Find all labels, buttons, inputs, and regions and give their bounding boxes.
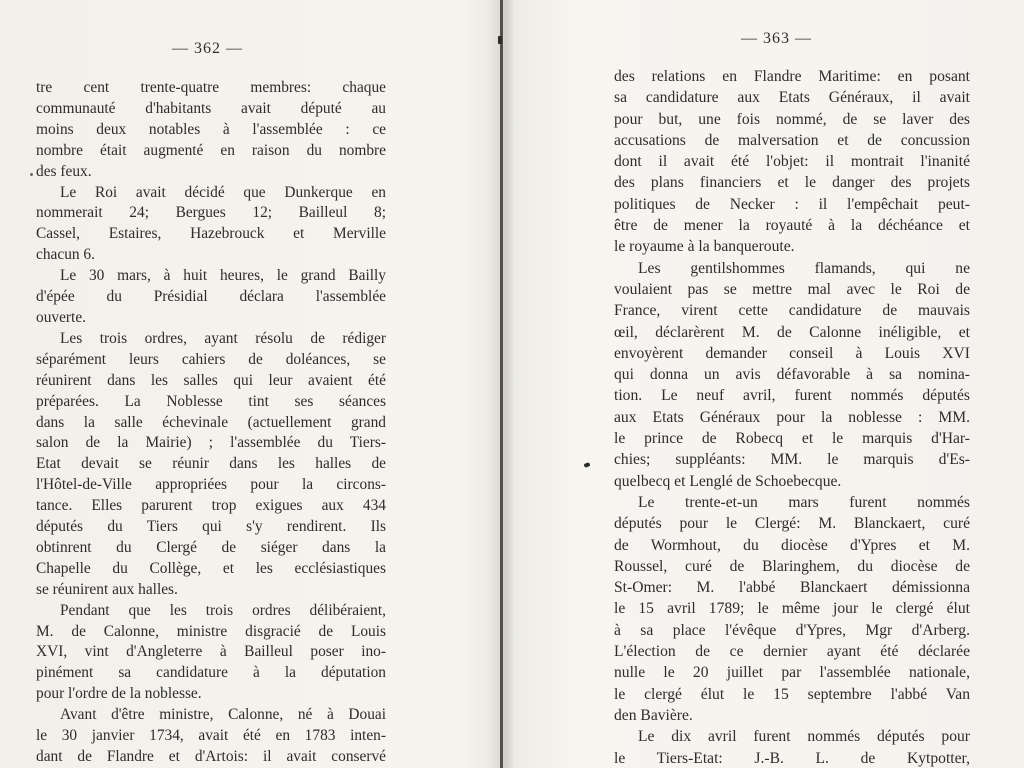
text-line: tre cent trente-quatre membres: chaque [36, 79, 386, 96]
text-line: Avant d'être ministre, Calonne, né à Douai [60, 706, 386, 724]
right-page-text [614, 66, 970, 768]
left-page [0, 0, 500, 768]
text-line: des plans financiers et le danger des projets [614, 174, 970, 192]
page-number-363: — 363 — [741, 30, 812, 47]
text-line: L'élection de ce dernier ayant été déclarée [614, 643, 970, 661]
text-line: nommerait 24; Bergues 12; Bailleul 8; [36, 204, 386, 222]
text-line: le royaume à la banqueroute. [614, 238, 795, 256]
text-line: aux Etats Généraux pour la noblesse : MM. [614, 408, 970, 426]
text-line: être de mener la royauté à la déchéance et [614, 217, 970, 235]
text-line: XVI, vint d'Angleterre à Bailleul poser ino- [36, 643, 386, 661]
text-line: des relations en Flandre Maritime: en posant [614, 68, 970, 85]
text-line: députés du Tiers qui s'y rendirent. Ils [36, 518, 386, 536]
left-page-text [36, 78, 386, 768]
text-line: communauté d'habitants avait député au [36, 99, 386, 117]
text-line: St-Omer: M. l'abbé Blanckaert démissionna [614, 579, 970, 597]
text-line: pinément sa candidature à la députation [36, 664, 386, 682]
text-line: Le 30 mars, à huit heures, le grand Bailly [60, 267, 386, 285]
text-line: Cassel, Estaires, Hazebrouck et Merville [36, 225, 386, 243]
text-line: le clergé élut le 15 septembre l'abbé Van [614, 685, 970, 703]
text-line: sa candidature aux Etats Généraux, il avait [614, 89, 970, 107]
text-line: nulle le 20 juillet par l'assemblée nationale, [614, 664, 970, 682]
text-line: de Wormhout, du diocèse d'Ypres et M. [614, 536, 970, 554]
text-line: pour l'ordre de la noblesse. [36, 685, 202, 703]
text-line: Chapelle du Collège, et les ecclésiastiques [36, 559, 386, 577]
text-line: nombre était augmenté en raison du nombre [36, 141, 386, 159]
text-line: chacun 6. [36, 246, 95, 264]
text-line: réunirent dans les salles qui leur avaient été [36, 371, 386, 389]
text-line: pour but, une fois nommé, de se laver des [614, 110, 970, 128]
text-line: obtinrent du Clergé de siéger dans la [36, 538, 386, 556]
text-line: Les trois ordres, ayant résolu de rédiger [60, 329, 386, 347]
text-line: ouverte. [36, 308, 86, 326]
text-line: le prince de Robecq et le marquis d'Har- [614, 430, 970, 448]
text-line: chies; suppléants: MM. le marquis d'Es- [614, 451, 970, 469]
text-line: le Tiers-Etat: J.-B. L. de Kytpotter, [614, 749, 970, 767]
text-line: des feux. [36, 162, 92, 180]
page-number-362: — 362 — [172, 40, 243, 57]
text-line: se réunirent aux halles. [36, 580, 178, 598]
text-line: Etat devait se réunir dans les halles de [36, 455, 386, 473]
text-line: dant de Flandre et d'Artois: il avait conservé [36, 748, 386, 765]
text-line: Les gentilshommes flamands, qui ne [638, 259, 970, 277]
text-line: l'Hôtel-de-Ville appropriées pour la circons- [36, 476, 386, 494]
text-line: Le dix avril furent nommés députés pour [638, 728, 970, 746]
text-line: envoyèrent demander conseil à Louis XVI [614, 344, 970, 362]
text-line: accusations de malversation et de concussion [614, 131, 970, 149]
text-line: France, virent cette candidature de mauvais [614, 302, 970, 320]
text-line: œil, déclarèrent M. de Calonne inéligible, et [614, 323, 970, 341]
text-line: den Bavière. [614, 706, 693, 724]
text-line: dans la salle échevinale (actuellement grand [36, 413, 386, 431]
text-line: qui donna un avis défavorable à sa nomina- [614, 366, 970, 384]
text-line: salon de la Mairie) ; l'assemblée du Tiers- [36, 434, 386, 452]
ink-speck [30, 173, 33, 176]
text-line: quelbecq et Lenglé de Schoebecque. [614, 472, 842, 490]
text-line: séparément leurs cahiers de doléances, se [36, 350, 386, 368]
right-page [503, 0, 1024, 768]
text-line: d'épée du Présidial déclara l'assemblée [36, 288, 386, 306]
text-line: dont il avait été l'objet: il montrait l'inanité [614, 153, 970, 171]
text-line: tion. Le neuf avril, furent nommés députés [614, 387, 970, 405]
text-line: à sa place l'évêque d'Ypres, Mgr d'Arberg. [614, 621, 970, 639]
text-line: Pendant que les trois ordres délibéraient, [60, 601, 386, 619]
text-line: Le trente-et-un mars furent nommés [638, 493, 970, 511]
text-line: le 15 avril 1789; le même jour le clergé élut [614, 600, 970, 618]
text-line: députés pour le Clergé: M. Blanckaert, curé [614, 515, 970, 533]
text-line: Le Roi avait décidé que Dunkerque en [60, 183, 386, 201]
text-line: politiques de Necker : il l'empêchait peut- [614, 195, 970, 213]
text-line: le 30 janvier 1734, avait été en 1783 inten- [36, 727, 386, 745]
text-line: M. de Calonne, ministre disgracié de Louis [36, 622, 386, 640]
text-line: tance. Elles parurent trop exigues aux 434 [36, 497, 386, 515]
text-line: Roussel, curé de Blaringhem, du diocèse de [614, 557, 970, 575]
text-line: moins deux notables à l'assemblée : ce [36, 120, 386, 138]
text-line: préparées. La Noblesse tint ses séances [36, 392, 386, 410]
text-line: voulaient pas se mettre mal avec le Roi de [614, 280, 970, 298]
